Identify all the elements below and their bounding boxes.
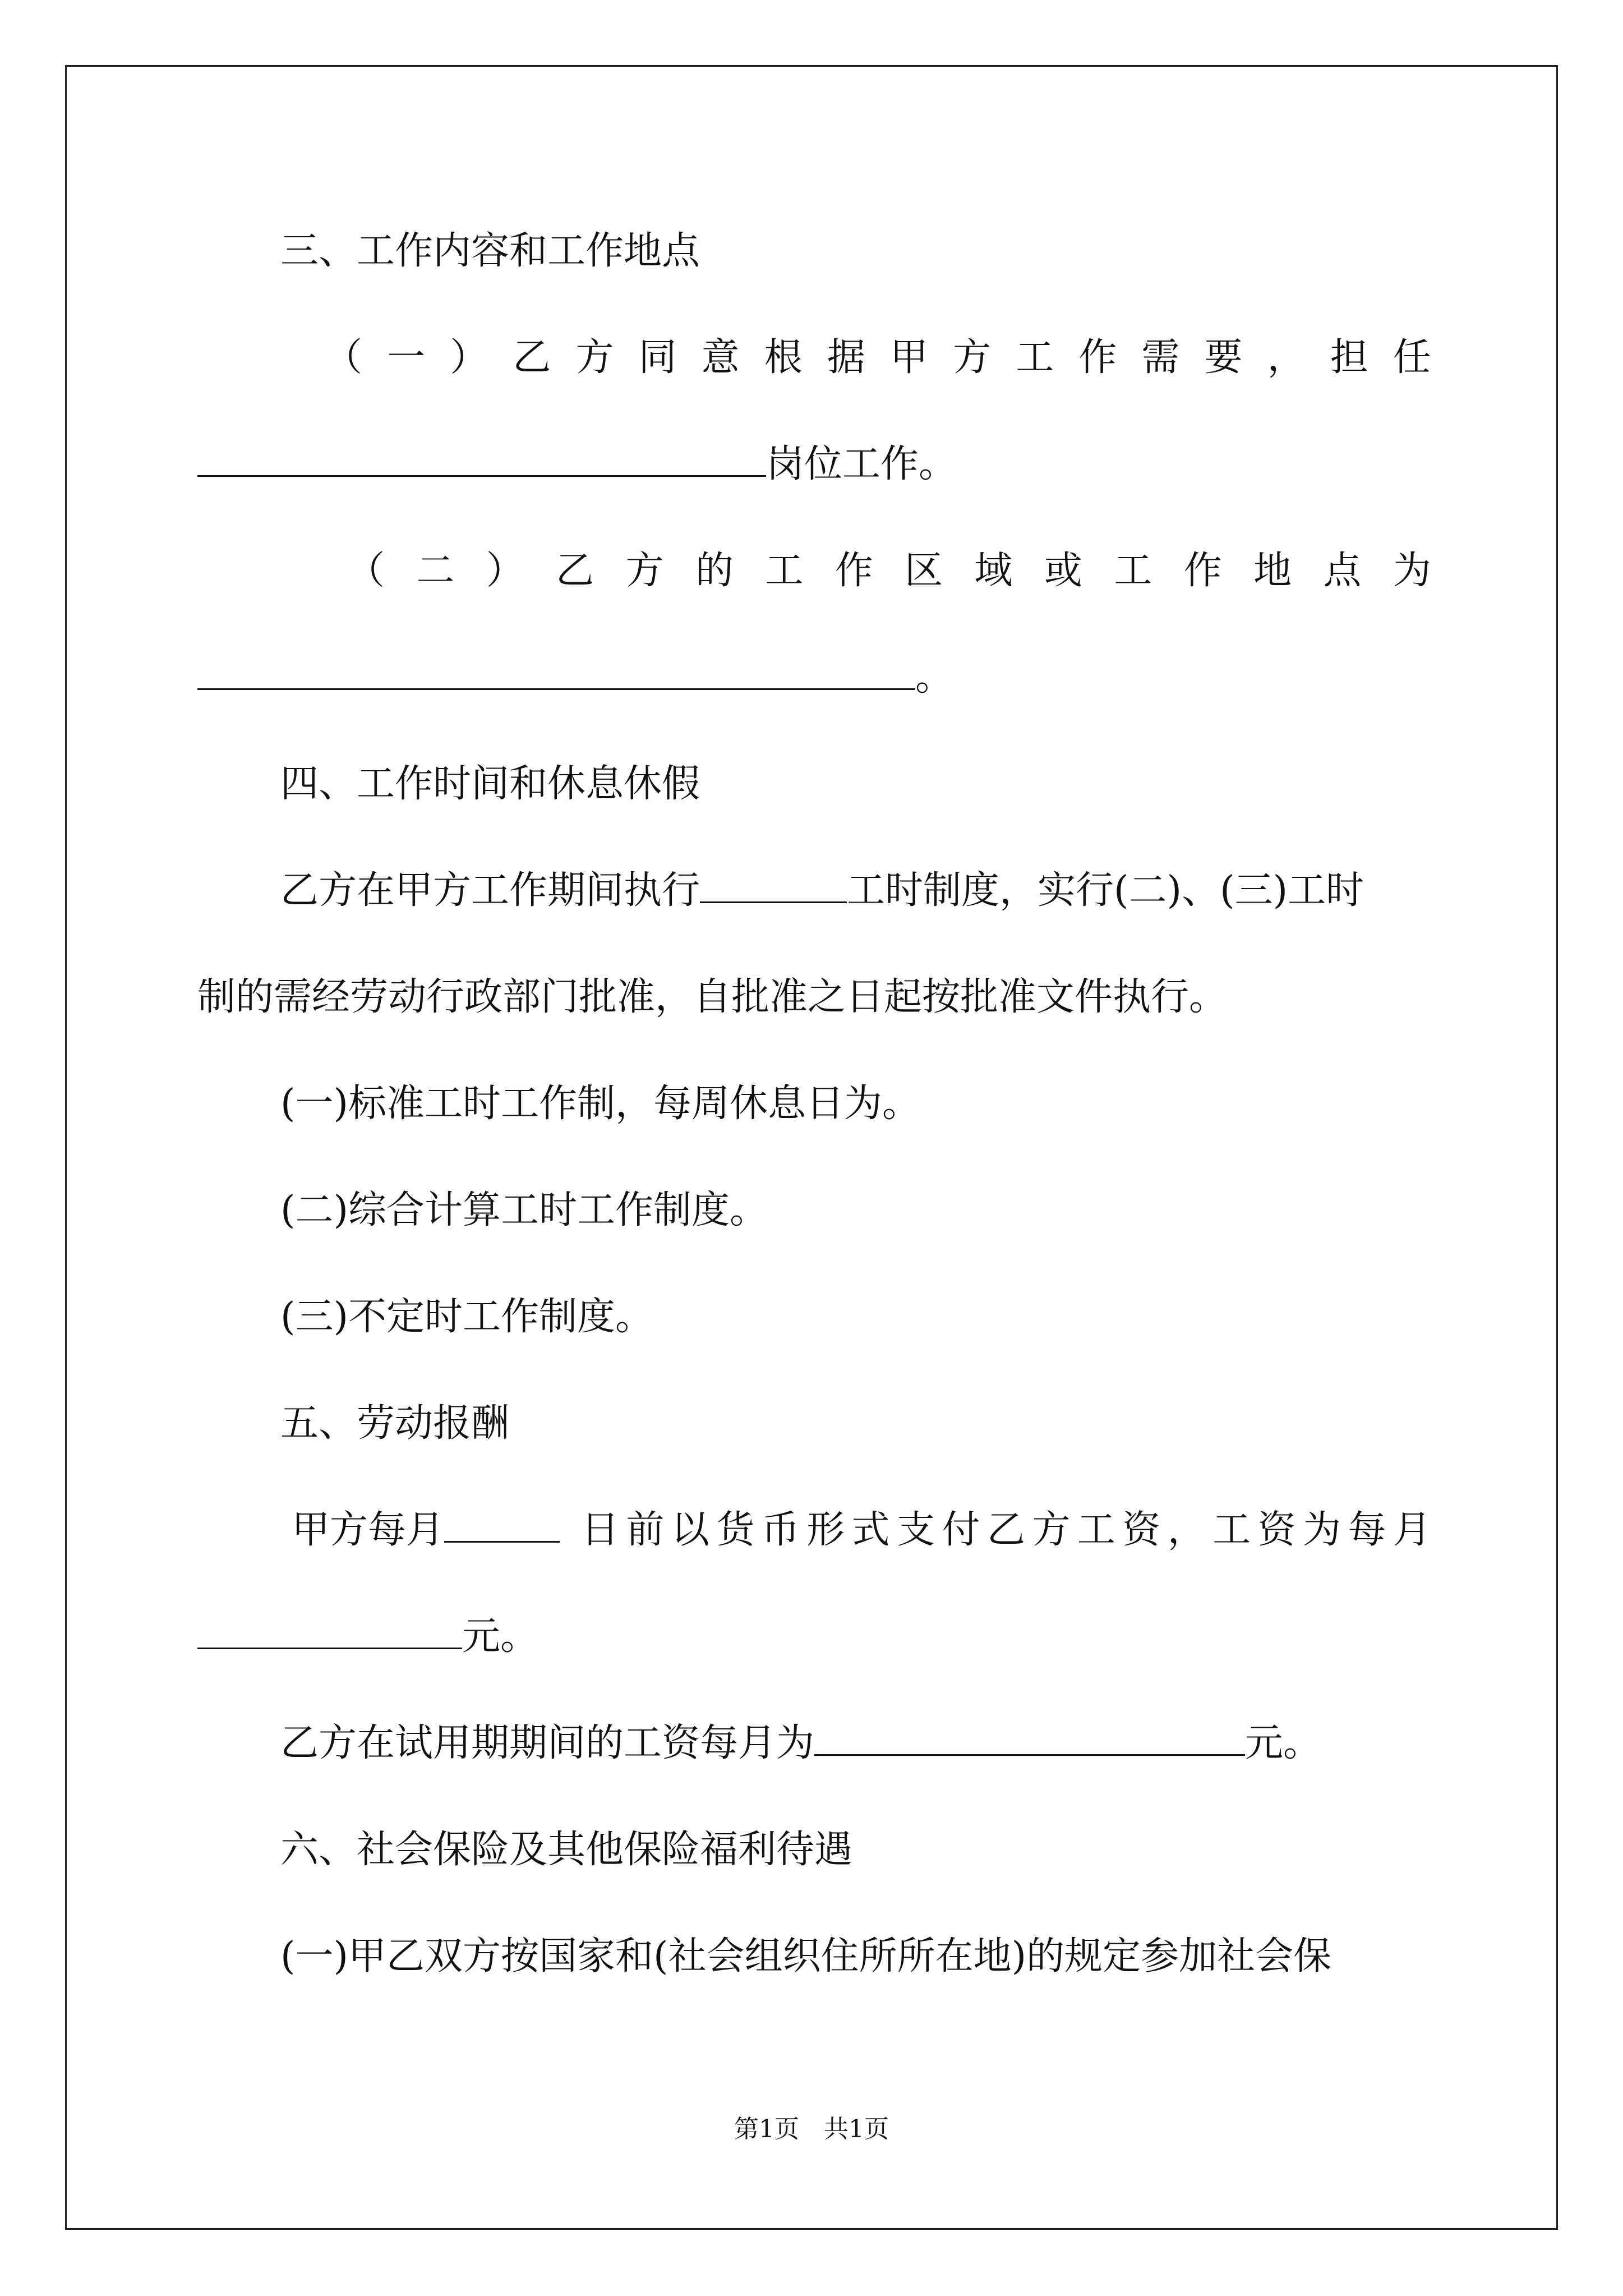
work-hours-para-line1 [280, 868, 1364, 913]
hours-item-comprehensive: (二)综合计算工时工作制度。 [280, 1188, 768, 1232]
work-hours-para-line2: 制的需经劳动行政部门批准，自批准之日起按批准文件执行。 [197, 975, 1228, 1019]
probation-pay-line [280, 1721, 1321, 1766]
location-char: 点 [1323, 549, 1362, 593]
position-char: 乙 [513, 335, 551, 380]
pay-char: ， [1167, 1508, 1206, 1552]
hours-item-standard: (一)标准工时工作制，每周休息日为。 [280, 1082, 921, 1126]
blank-pay-day-field[interactable] [444, 1508, 560, 1543]
pay-line1-suffix [581, 1508, 1431, 1553]
location-char: 区 [905, 549, 943, 593]
pay-char: 方 [1032, 1508, 1071, 1552]
page-total: 共1页 [824, 2115, 889, 2143]
position-char: 根 [764, 335, 803, 380]
page-number: 第1页 [734, 2115, 799, 2143]
position-char: 方 [953, 335, 992, 380]
pay-char: 为 [1303, 1508, 1341, 1552]
location-char: ） [486, 549, 524, 593]
position-char: 要 [1204, 335, 1243, 380]
pay-char: 式 [851, 1508, 890, 1552]
pay-char: 支 [897, 1508, 935, 1552]
item-location-line1 [347, 549, 1431, 593]
pay-char: 工 [1077, 1508, 1115, 1552]
section-heading-work-hours: 四、工作时间和休息休假 [280, 762, 700, 806]
probation-prefix: 乙方在试用期期间的工资每月为 [280, 1721, 815, 1765]
probation-suffix: 元。 [1245, 1721, 1322, 1765]
location-char: 域 [974, 549, 1013, 593]
location-char: 方 [625, 549, 664, 593]
blank-position-field[interactable] [197, 443, 766, 477]
location-char: 或 [1044, 549, 1082, 593]
pay-char: 货 [716, 1508, 755, 1552]
pay-line1-prefix [292, 1508, 560, 1553]
salary-suffix: 元。 [462, 1614, 539, 1659]
position-char: 担 [1330, 335, 1368, 380]
work-hours-prefix: 乙方在甲方工作期间执行 [280, 868, 700, 913]
position-char: ， [1267, 335, 1306, 380]
location-char: 为 [1393, 549, 1431, 593]
item-position-line1 [324, 335, 1431, 380]
position-char: 意 [701, 335, 740, 380]
hours-item-flexible: (三)不定时工作制度。 [280, 1295, 654, 1339]
pay-char: 日 [581, 1508, 620, 1552]
location-char: 二 [416, 549, 455, 593]
pay-char: 付 [942, 1508, 980, 1552]
location-suffix: 。 [915, 655, 954, 700]
pay-char: 乙 [986, 1508, 1025, 1552]
pay-char: 资 [1122, 1508, 1161, 1552]
location-char: 乙 [556, 549, 594, 593]
pay-char: 月 [1393, 1508, 1431, 1552]
pay-char: 每 [1348, 1508, 1386, 1552]
blank-hours-system-field[interactable] [700, 869, 847, 903]
location-char: 的 [695, 549, 734, 593]
position-char: ） [450, 335, 488, 380]
location-char: 作 [834, 549, 873, 593]
location-char: 工 [1114, 549, 1152, 593]
pay-char: 前 [626, 1508, 665, 1552]
pay-char: 工 [1212, 1508, 1251, 1552]
blank-location-field[interactable] [197, 656, 915, 690]
position-char: 据 [827, 335, 865, 380]
pay-prefix: 甲方每月 [292, 1508, 445, 1552]
location-char: 作 [1183, 549, 1222, 593]
item-location-line2 [197, 655, 953, 700]
position-suffix: 岗位工作。 [766, 442, 957, 486]
position-char: 甲 [889, 335, 928, 380]
location-char: （ [347, 549, 385, 593]
position-char: （ [324, 335, 363, 380]
position-char: 工 [1016, 335, 1054, 380]
position-char: 作 [1078, 335, 1117, 380]
pay-line2 [197, 1614, 538, 1659]
location-char: 工 [765, 549, 804, 593]
position-char: 任 [1393, 335, 1431, 380]
item-position-line2 [197, 442, 957, 487]
page-border [65, 65, 1558, 2230]
work-hours-suffix: 工时制度，实行(二)、(三)工时 [847, 868, 1364, 913]
pay-char: 资 [1257, 1508, 1296, 1552]
position-char: 同 [638, 335, 677, 380]
section-heading-work-content: 三、工作内容和工作地点 [280, 229, 700, 273]
blank-monthly-salary-field[interactable] [197, 1615, 462, 1649]
insurance-item1: (一)甲乙双方按国家和(社会组织住所所在地)的规定参加社会保 [280, 1934, 1332, 1978]
section-heading-social-insurance: 六、社会保险及其他保险福利待遇 [280, 1828, 853, 1872]
pay-char: 以 [671, 1508, 709, 1552]
page-footer [0, 2114, 1623, 2145]
position-char: 需 [1141, 335, 1180, 380]
location-char: 地 [1253, 549, 1292, 593]
pay-char: 形 [806, 1508, 845, 1552]
section-heading-remuneration: 五、劳动报酬 [280, 1401, 510, 1446]
position-char: 一 [387, 335, 426, 380]
position-char: 方 [575, 335, 614, 380]
pay-char: 币 [761, 1508, 800, 1552]
blank-probation-salary-field[interactable] [814, 1722, 1245, 1756]
